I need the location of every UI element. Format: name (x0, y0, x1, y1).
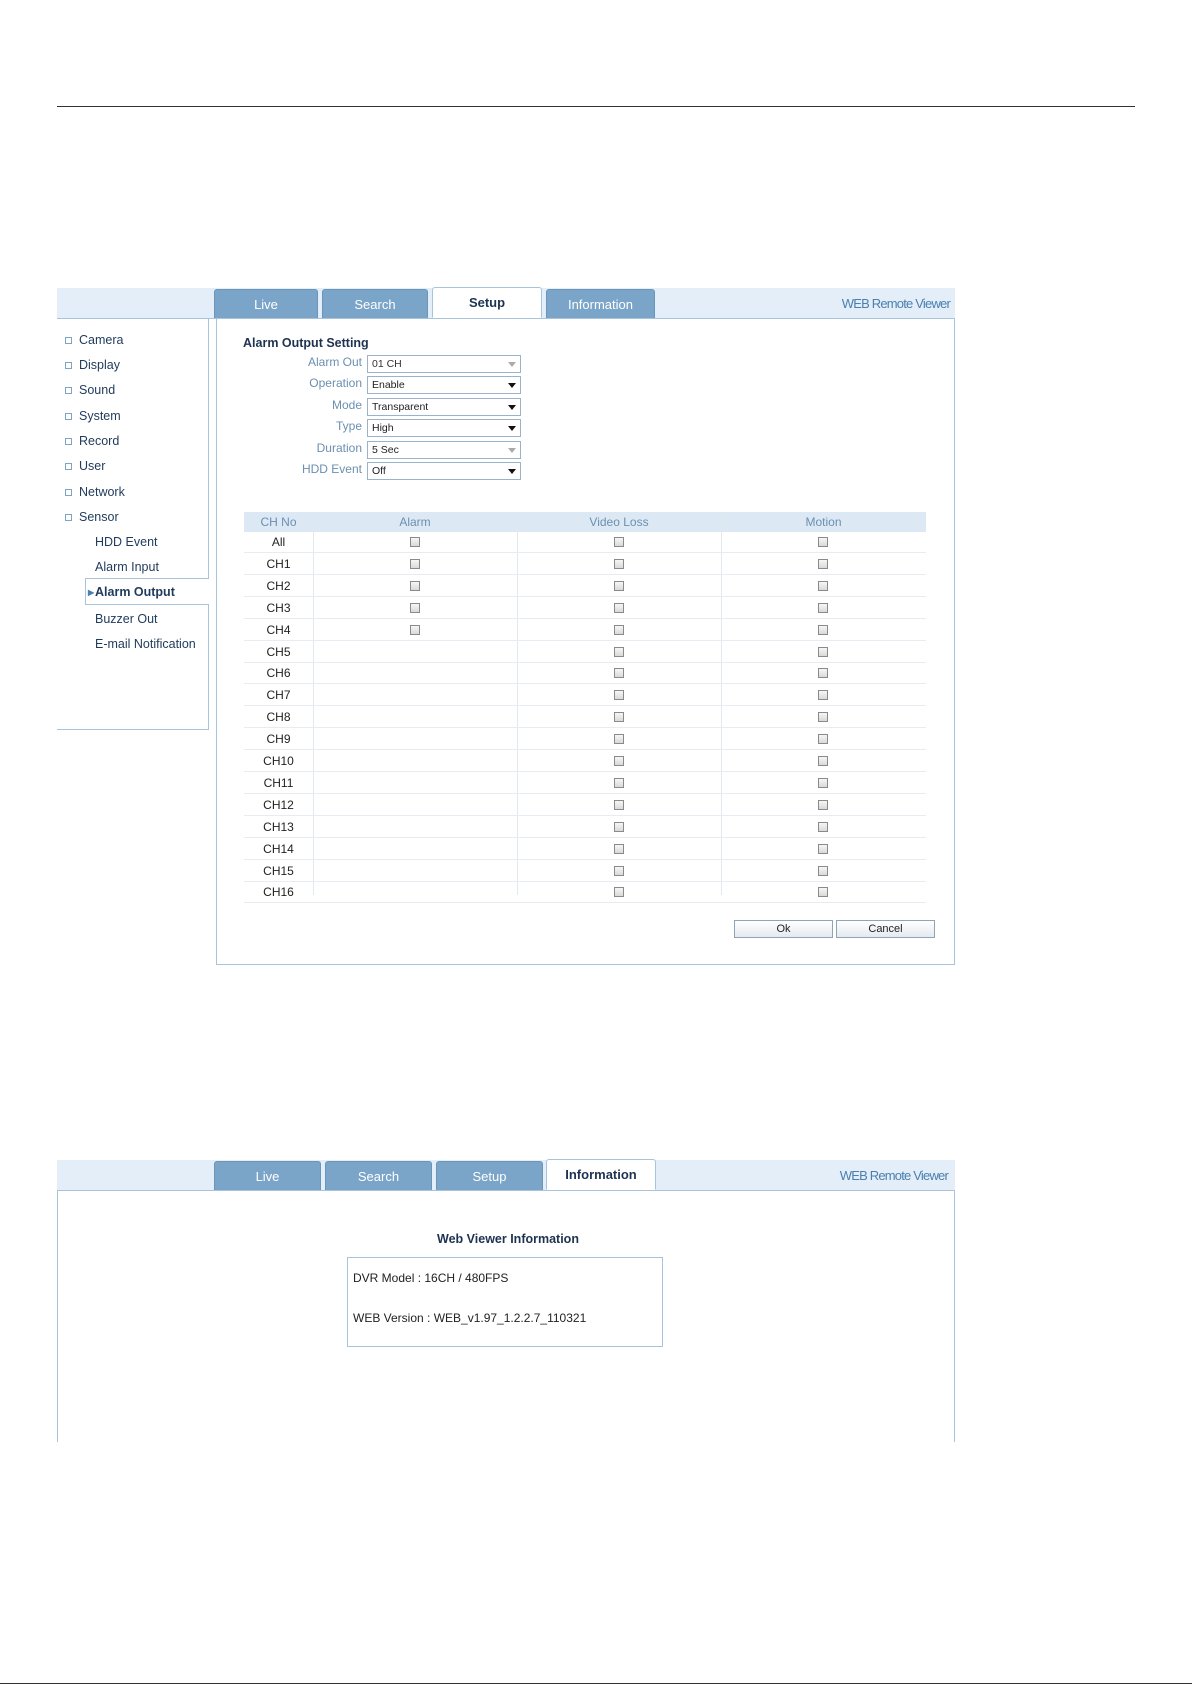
channel-label: CH8 (266, 710, 291, 725)
mode-label: Mode (331, 398, 362, 412)
tab-information[interactable]: Information (546, 289, 655, 318)
channel-label: CH12 (263, 797, 294, 812)
tab-search[interactable]: Search (325, 1161, 432, 1190)
video-loss-checkbox[interactable] (614, 734, 624, 744)
tab-search[interactable]: Search (322, 289, 428, 318)
table-row (244, 773, 926, 794)
table-row (244, 554, 926, 575)
table-row (244, 817, 926, 838)
motion-checkbox[interactable] (818, 756, 828, 766)
tab-information[interactable]: Information (546, 1159, 656, 1190)
video-loss-checkbox[interactable] (614, 581, 624, 591)
chevron-down-icon (508, 383, 516, 388)
channel-label: CH10 (263, 754, 294, 768)
video-loss-checkbox[interactable] (614, 712, 624, 722)
operation-select[interactable]: Enable (367, 376, 521, 394)
section-title: Alarm Output Setting (243, 336, 369, 350)
sidebar-item-system[interactable]: System (57, 406, 121, 426)
table-row (244, 861, 926, 882)
tab-bar (57, 1160, 955, 1191)
triangle-right-icon: ▶ (88, 588, 95, 597)
motion-checkbox[interactable] (818, 712, 828, 722)
sidebar-subitem-hdd-event[interactable]: HDD Event (95, 535, 158, 549)
expand-icon (65, 489, 72, 496)
motion-checkbox[interactable] (818, 866, 828, 876)
motion-checkbox[interactable] (818, 581, 828, 591)
motion-checkbox[interactable] (818, 603, 828, 613)
table-row (244, 751, 926, 772)
motion-checkbox[interactable] (818, 625, 828, 635)
sidebar-item-user[interactable]: User (57, 456, 105, 476)
channel-label: All (271, 535, 286, 549)
expand-icon (65, 413, 72, 420)
table-row (244, 532, 926, 553)
duration-select[interactable]: 5 Sec (367, 441, 521, 459)
motion-checkbox[interactable] (818, 668, 828, 678)
channel-label: CH11 (263, 775, 294, 790)
hdd-event-select[interactable]: Off (367, 462, 521, 480)
info-box (347, 1257, 663, 1347)
tab-live[interactable]: Live (214, 1161, 321, 1190)
hdd-event-label: HDD Event (301, 462, 362, 476)
video-loss-checkbox[interactable] (614, 822, 624, 832)
mode-select[interactable]: Transparent (367, 398, 521, 416)
tab-setup[interactable]: Setup (436, 1161, 543, 1190)
channel-label: CH15 (263, 863, 294, 878)
video-loss-checkbox[interactable] (614, 625, 624, 635)
motion-checkbox[interactable] (818, 887, 828, 897)
tab-setup[interactable]: Setup (432, 287, 542, 318)
expand-icon (65, 387, 72, 394)
motion-checkbox[interactable] (818, 800, 828, 810)
expand-icon (65, 337, 72, 344)
video-loss-checkbox[interactable] (614, 603, 624, 613)
video-loss-checkbox[interactable] (614, 537, 624, 547)
table-row (244, 663, 926, 684)
header-motion: Motion (805, 515, 842, 529)
video-loss-checkbox[interactable] (614, 800, 624, 810)
sidebar-item-display[interactable]: Display (57, 355, 120, 375)
table-row (244, 707, 926, 728)
channel-label: CH4 (266, 622, 291, 637)
table-row (244, 576, 926, 597)
alarm-out-label: Alarm Out (307, 355, 362, 369)
sidebar-item-camera[interactable]: Camera (57, 330, 123, 350)
channel-label: CH14 (263, 841, 294, 856)
operation-label: Operation (309, 376, 362, 390)
motion-checkbox[interactable] (818, 559, 828, 569)
expand-icon (65, 362, 72, 369)
page-top-rule (57, 106, 1135, 107)
channel-label: CH13 (263, 819, 294, 834)
chevron-down-icon (508, 469, 516, 474)
table-row (244, 839, 926, 860)
motion-checkbox[interactable] (818, 734, 828, 744)
alarm-checkbox[interactable] (410, 537, 420, 547)
sidebar-subitem-email-notification[interactable]: E-mail Notification (95, 637, 196, 651)
sidebar (57, 318, 209, 730)
page-bottom-rule (0, 1683, 1192, 1684)
table-row (244, 620, 926, 641)
sidebar-subitem-alarm-output[interactable]: ▶ Alarm Output (85, 578, 209, 605)
channel-label: CH3 (266, 600, 291, 615)
channel-label: CH2 (266, 578, 291, 593)
alarm-checkbox[interactable] (410, 559, 420, 569)
motion-checkbox[interactable] (818, 778, 828, 788)
motion-checkbox[interactable] (818, 647, 828, 657)
header-video-loss: Video Loss (589, 515, 649, 529)
table-row (244, 795, 926, 816)
table-row (244, 882, 926, 903)
brand-title: WEB Remote Viewer (839, 1168, 948, 1183)
expand-icon (65, 463, 72, 470)
video-loss-checkbox[interactable] (614, 690, 624, 700)
channel-label: CH9 (266, 732, 291, 747)
video-loss-checkbox[interactable] (614, 844, 624, 854)
channel-label: CH7 (266, 688, 291, 703)
alarm-checkbox[interactable] (410, 603, 420, 613)
brand-title: WEB Remote Viewer (841, 296, 950, 311)
sidebar-subitem-alarm-input[interactable]: Alarm Input (95, 560, 159, 574)
motion-checkbox[interactable] (818, 844, 828, 854)
motion-checkbox[interactable] (818, 690, 828, 700)
tab-bar (57, 288, 955, 319)
web-version-text: WEB Version : WEB_v1.97_1.2.2.7_110321 (353, 1311, 587, 1325)
video-loss-checkbox[interactable] (614, 668, 624, 678)
alarm-out-select[interactable]: 01 CH (367, 355, 521, 373)
cancel-button[interactable]: Cancel (836, 920, 935, 938)
channel-label: CH1 (266, 556, 291, 571)
channel-label: CH6 (266, 666, 291, 681)
chevron-down-icon (508, 405, 516, 410)
sidebar-subitem-buzzer-out[interactable]: Buzzer Out (95, 612, 158, 626)
motion-checkbox[interactable] (818, 537, 828, 547)
duration-label: Duration (316, 441, 362, 455)
video-loss-checkbox[interactable] (614, 866, 624, 876)
chevron-down-icon (508, 362, 516, 367)
ok-button[interactable]: Ok (734, 920, 833, 938)
channel-label: CH16 (263, 885, 294, 900)
dvr-model-text: DVR Model : 16CH / 480FPS (353, 1271, 509, 1285)
video-loss-checkbox[interactable] (614, 559, 624, 569)
video-loss-checkbox[interactable] (614, 756, 624, 766)
motion-checkbox[interactable] (818, 822, 828, 832)
table-row (244, 598, 926, 619)
alarm-checkbox[interactable] (410, 581, 420, 591)
tab-live[interactable]: Live (214, 289, 318, 318)
type-label: Type (335, 419, 362, 433)
type-select[interactable]: High (367, 419, 521, 437)
header-ch-no: CH No (260, 515, 297, 529)
chevron-down-icon (508, 448, 516, 453)
table-row (244, 642, 926, 663)
sidebar-item-network[interactable]: Network (57, 482, 125, 502)
alarm-checkbox[interactable] (410, 625, 420, 635)
channel-label: CH5 (266, 644, 291, 659)
table-row (244, 729, 926, 750)
grid-header (244, 512, 926, 532)
info-title: Web Viewer Information (437, 1232, 579, 1246)
video-loss-checkbox[interactable] (614, 778, 624, 788)
expand-icon (65, 438, 72, 445)
sidebar-item-record[interactable]: Record (57, 431, 119, 451)
table-row (244, 685, 926, 706)
sidebar-item-sound[interactable]: Sound (57, 380, 115, 400)
header-alarm: Alarm (399, 515, 431, 529)
sidebar-item-sensor[interactable]: Sensor (57, 507, 119, 527)
chevron-down-icon (508, 426, 516, 431)
video-loss-checkbox[interactable] (614, 647, 624, 657)
video-loss-checkbox[interactable] (614, 887, 624, 897)
collapse-icon (65, 514, 72, 521)
